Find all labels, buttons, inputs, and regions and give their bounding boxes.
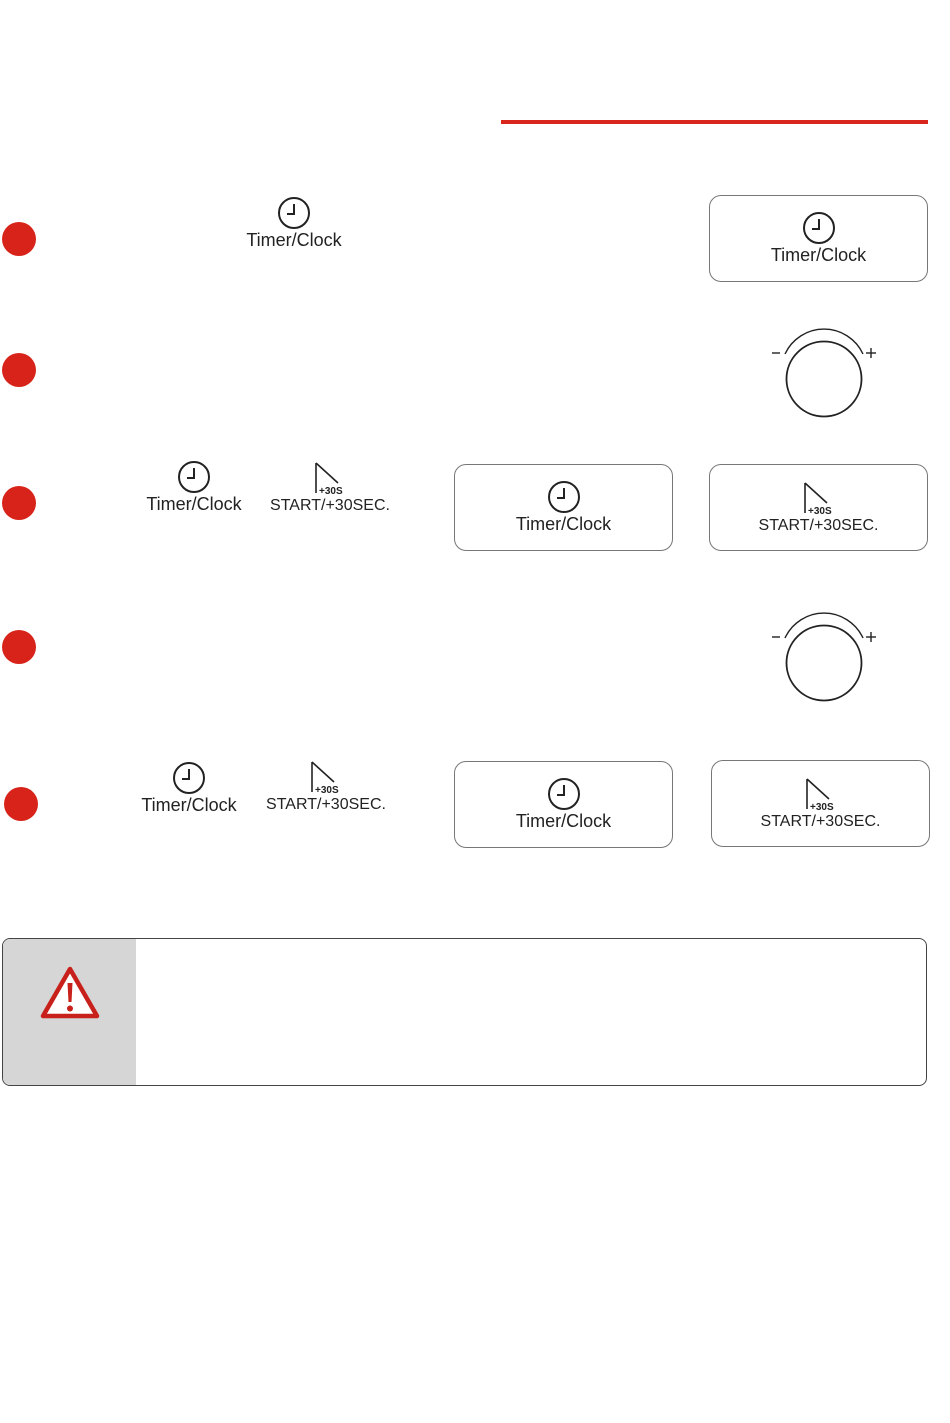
timer-clock-button-label: Timer/Clock bbox=[515, 514, 612, 534]
clock-icon bbox=[177, 460, 211, 494]
start-30sec-label: START/+30SEC. bbox=[270, 497, 390, 514]
warning-sidebar bbox=[3, 939, 136, 1085]
header-rule bbox=[501, 120, 928, 124]
clock-icon bbox=[547, 777, 581, 811]
dial-knob-icon[interactable] bbox=[769, 326, 879, 422]
timer-clock-label: Timer/Clock bbox=[146, 494, 242, 514]
step-3-inline-start bbox=[264, 461, 396, 515]
start-play-icon bbox=[799, 481, 839, 517]
start-30sec-label: START/+30SEC. bbox=[266, 796, 386, 813]
timer-clock-button-label: Timer/Clock bbox=[770, 245, 867, 265]
start-play-icon bbox=[306, 760, 346, 796]
step-3-inline-timer-clock bbox=[134, 460, 254, 515]
warning-triangle-icon bbox=[39, 965, 101, 1021]
timer-clock-button[interactable] bbox=[709, 195, 928, 282]
warning-box bbox=[2, 938, 927, 1086]
step-1-inline-timer-clock bbox=[234, 196, 354, 251]
clock-icon bbox=[547, 480, 581, 514]
plus-30s-text: +30S bbox=[809, 801, 834, 813]
plus-30s-text: +30S bbox=[807, 505, 832, 517]
step-1-marker bbox=[2, 222, 36, 256]
start-30sec-button[interactable] bbox=[709, 464, 928, 551]
timer-clock-button-label: Timer/Clock bbox=[515, 811, 612, 831]
step-5-inline-start bbox=[260, 760, 392, 814]
dial-knob-icon[interactable] bbox=[769, 610, 879, 706]
start-play-icon bbox=[310, 461, 350, 497]
clock-icon bbox=[802, 211, 836, 245]
start-30sec-button[interactable] bbox=[711, 760, 930, 847]
timer-clock-button[interactable] bbox=[454, 464, 673, 551]
timer-clock-label: Timer/Clock bbox=[141, 795, 237, 815]
step-5-marker bbox=[4, 787, 38, 821]
plus-30s-text: +30S bbox=[319, 486, 343, 497]
step-4-marker bbox=[2, 630, 36, 664]
step-5-inline-timer-clock bbox=[129, 761, 249, 816]
timer-clock-button[interactable] bbox=[454, 761, 673, 848]
start-30sec-button-label: START/+30SEC. bbox=[758, 516, 879, 534]
plus-30s-text: +30S bbox=[315, 785, 339, 796]
clock-icon bbox=[277, 196, 311, 230]
start-play-icon bbox=[801, 777, 841, 813]
timer-clock-label: Timer/Clock bbox=[246, 230, 342, 250]
step-3-marker bbox=[2, 486, 36, 520]
step-2-marker bbox=[2, 353, 36, 387]
clock-icon bbox=[172, 761, 206, 795]
start-30sec-button-label: START/+30SEC. bbox=[760, 812, 881, 830]
